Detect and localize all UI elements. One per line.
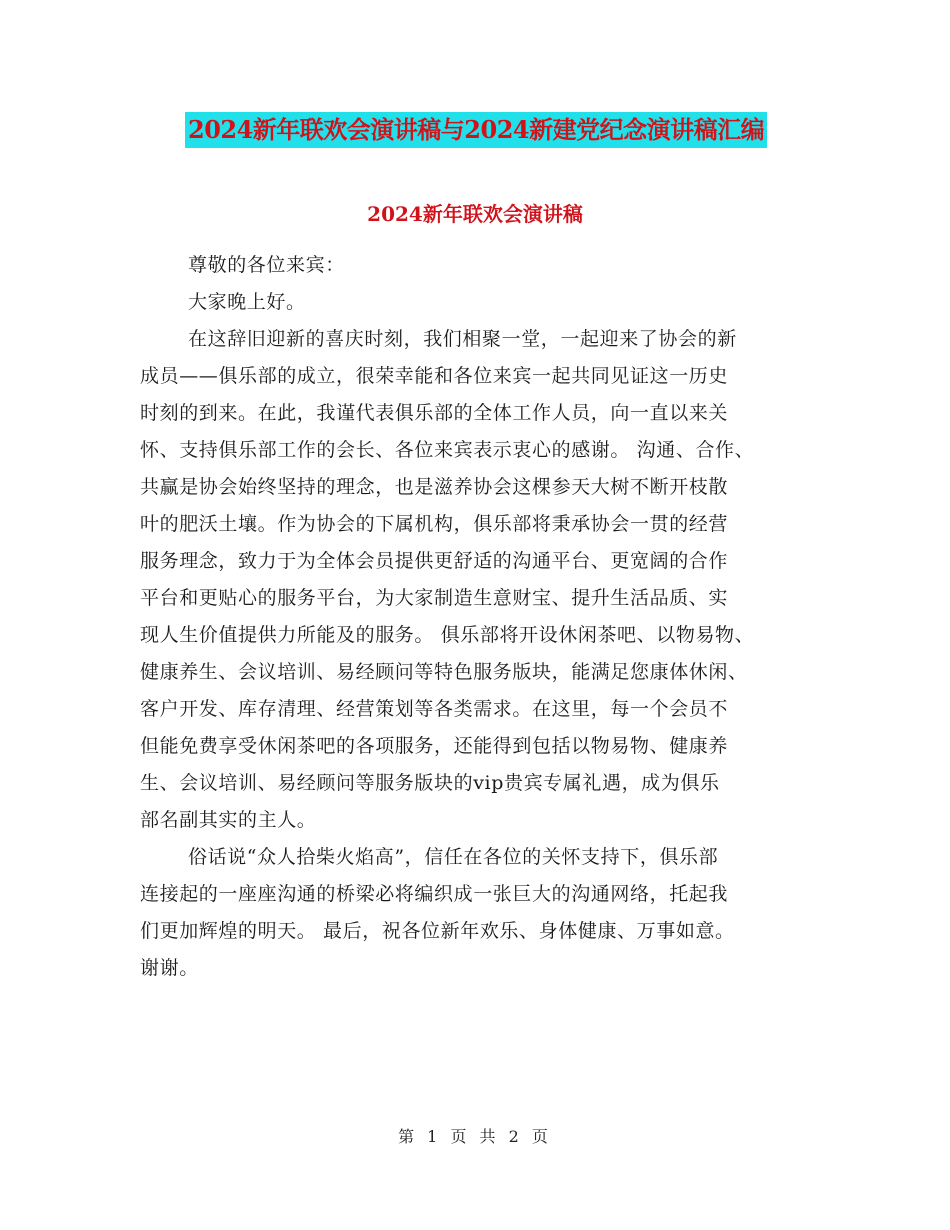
body-line: 共赢是协会始终坚持的理念，也是滋养协会这棵参天大树不断开枝散 (140, 476, 729, 498)
body-line: 连接起的一座座沟通的桥梁必将编织成一张巨大的沟通网络，托起我 (140, 883, 729, 905)
body-line: 时刻的到来。在此，我谨代表俱乐部的全体工作人员，向一直以来关 (140, 402, 729, 424)
body-line: 服务理念，致力于为全体会员提供更舒适的沟通平台、更宽阔的合作 (140, 550, 729, 572)
body-line: 生、会议培训、易经顾问等服务版块的vip贵宾专属礼遇，成为俱乐 (140, 772, 720, 794)
body-line: 尊敬的各位来宾： (188, 254, 345, 276)
body-line: 健康养生、会议培训、易经顾问等特色服务版块，能满足您康体休闲、 (140, 661, 748, 683)
body-line: 大家晚上好。 (188, 291, 306, 313)
body-line: 平台和更贴心的服务平台，为大家制造生意财宝、提升生活品质、实 (140, 587, 729, 609)
section-title: 2024新年联欢会演讲稿 (367, 202, 583, 226)
body-line: 部名副其实的主人。 (140, 809, 317, 831)
body-line: 怀、支持俱乐部工作的会长、各位来宾表示衷心的感谢。 沟通、合作、 (140, 439, 755, 461)
body-line: 现人生价值提供力所能及的服务。 俱乐部将开设休闲茶吧、以物易物、 (140, 624, 755, 646)
body-line: 们更加辉煌的明天。 最后，祝各位新年欢乐、身体健康、万事如意。 (140, 920, 735, 942)
page-number-footer: 第 1 页 共 2 页 (398, 1127, 552, 1146)
body-line: 成员——俱乐部的成立，很荣幸能和各位来宾一起共同见证这一历史 (140, 365, 729, 387)
body-line: 叶的肥沃土壤。作为协会的下属机构，俱乐部将秉承协会一贯的经营 (140, 513, 729, 535)
body-line: 在这辞旧迎新的喜庆时刻，我们相聚一堂，一起迎来了协会的新 (188, 328, 737, 350)
document-title: 2024新年联欢会演讲稿与2024新建党纪念演讲稿汇编 (185, 112, 767, 148)
body-line: 谢谢。 (140, 957, 199, 979)
body-line: 客户开发、库存清理、经营策划等各类需求。在这里，每一个会员不 (140, 698, 729, 720)
body-line: 俗话说“众人拾柴火焰高”，信任在各位的关怀支持下，俱乐部 (188, 846, 719, 868)
body-line: 但能免费享受休闲茶吧的各项服务，还能得到包括以物易物、健康养 (140, 735, 729, 757)
